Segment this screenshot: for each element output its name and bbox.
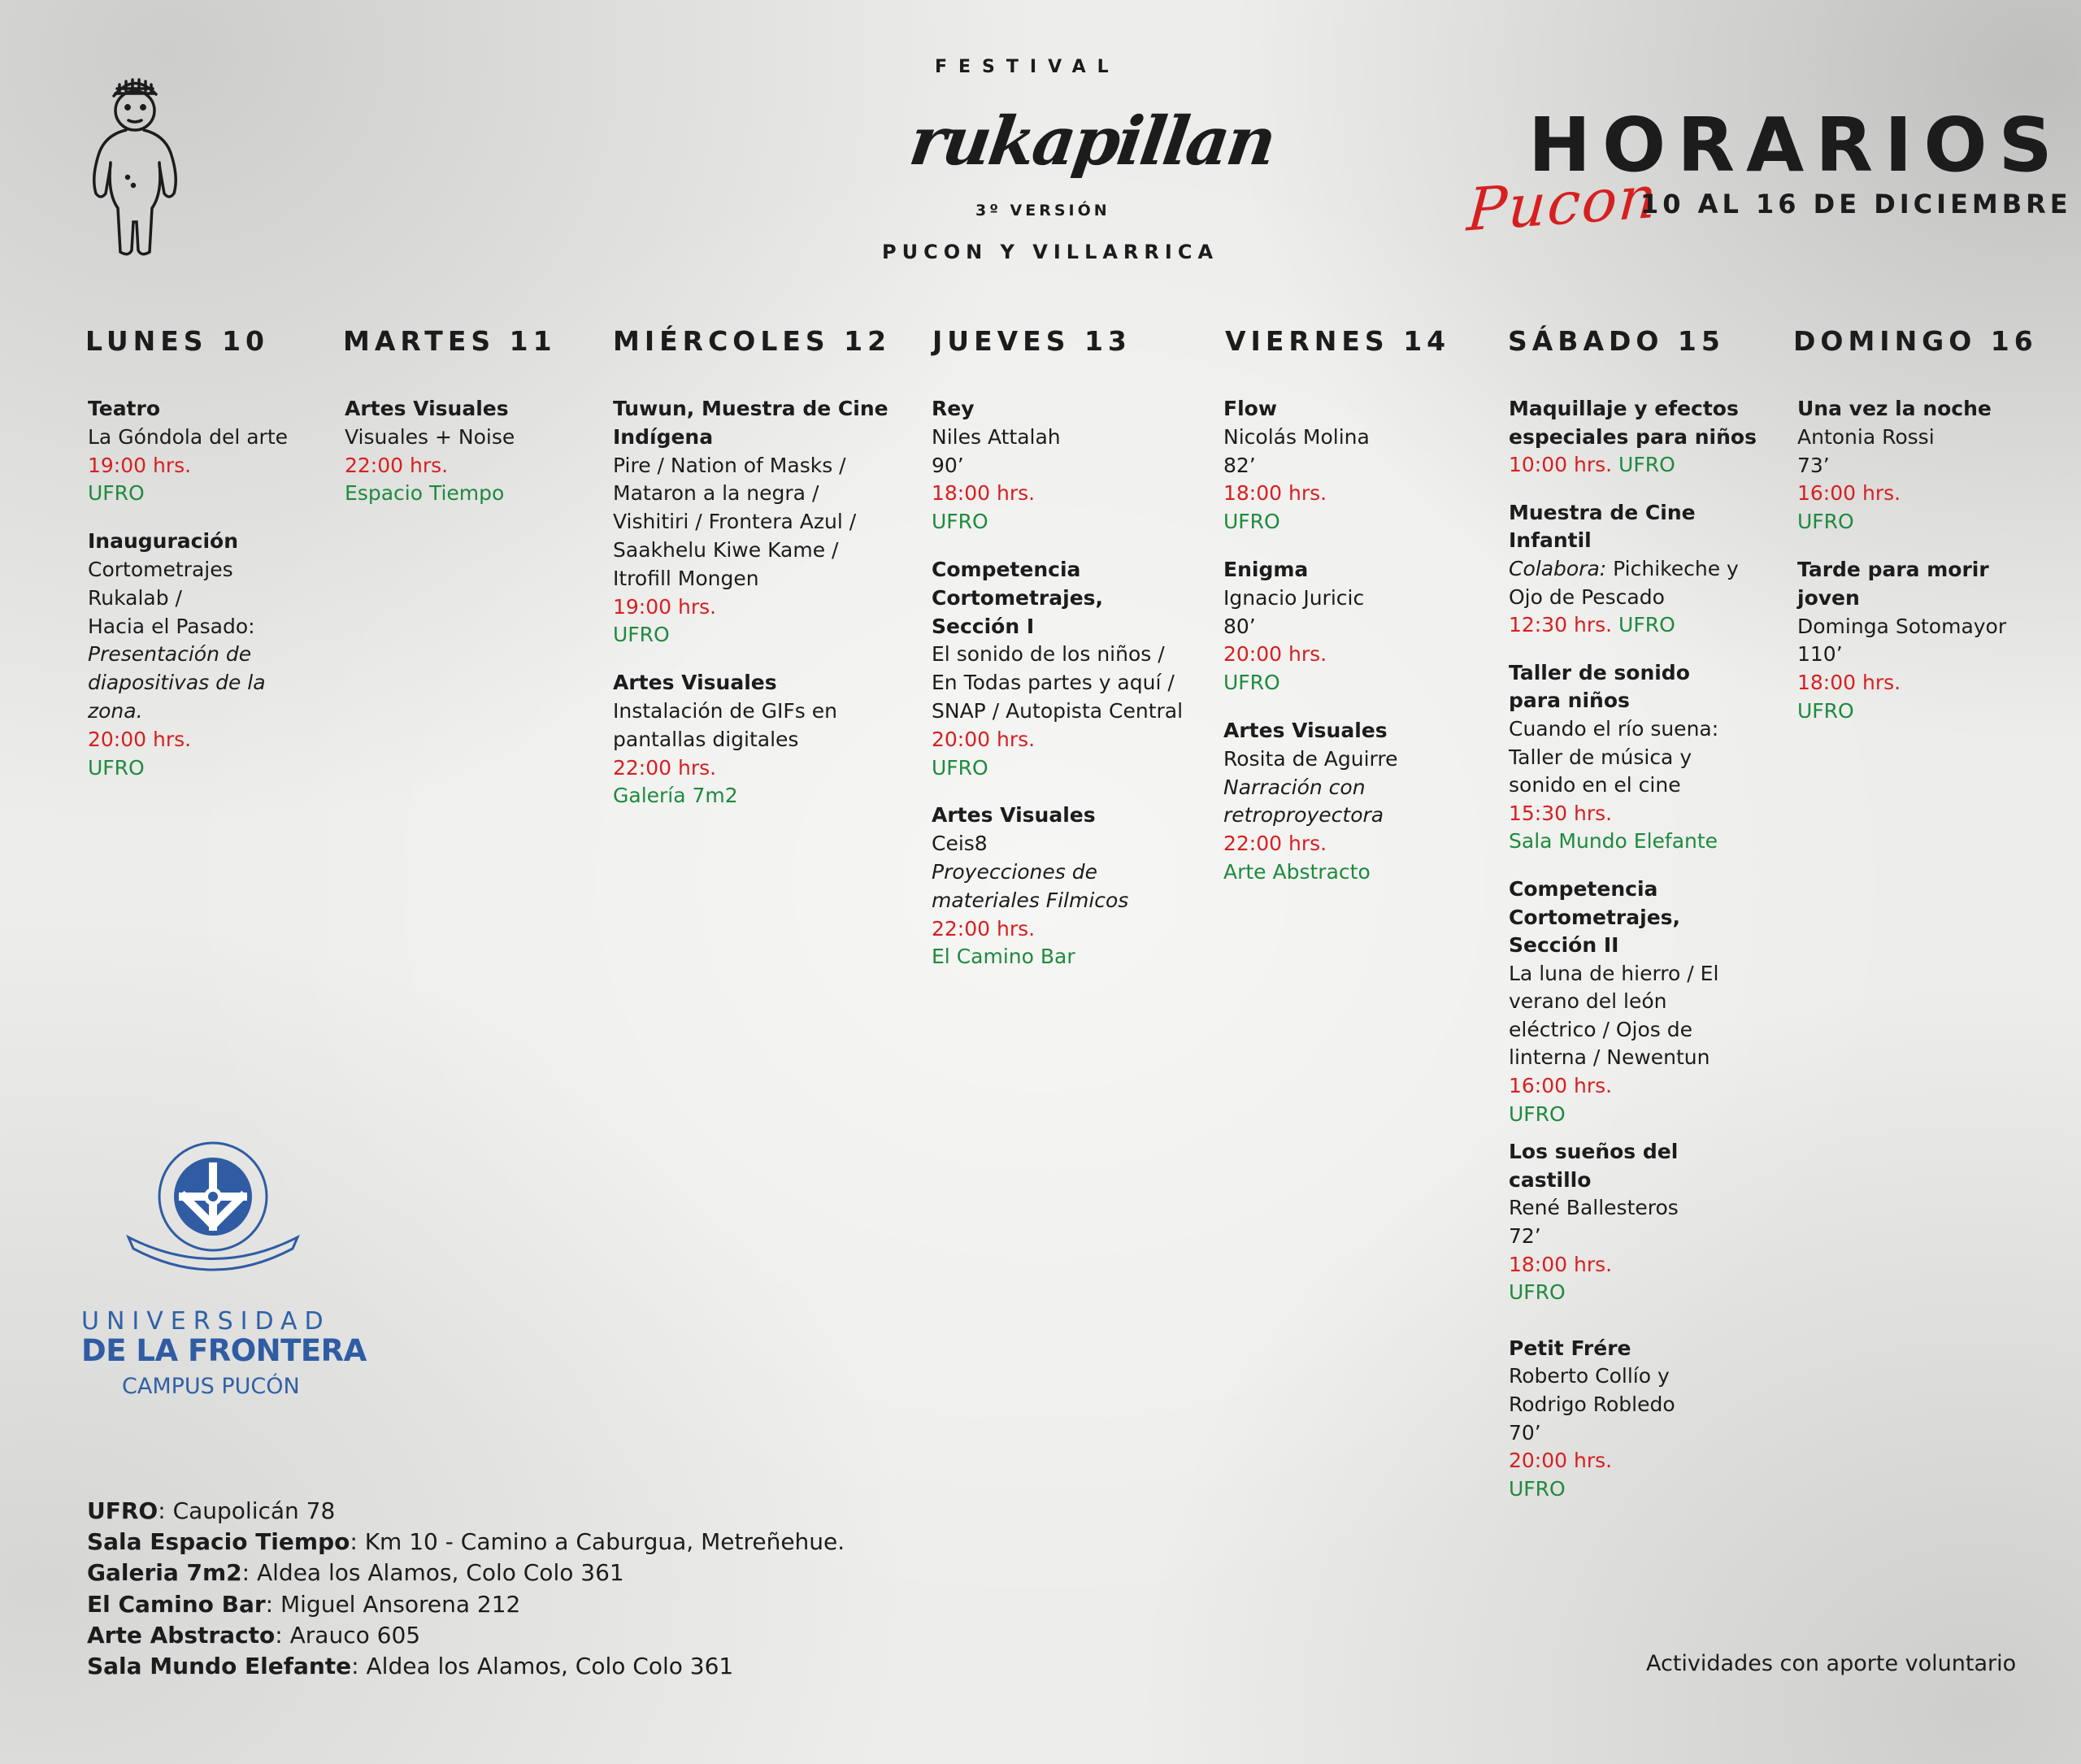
event-venue: UFRO: [88, 481, 145, 506]
event-time: 12:30 hrs.: [1509, 613, 1613, 637]
event-detail: Roberto Collío y: [1509, 1364, 1670, 1388]
event-title: Competencia Cortometrajes, Sección II: [1509, 876, 1681, 958]
event-detail: Niles Attalah: [932, 424, 1061, 449]
event-detail: pantallas digitales: [613, 727, 799, 751]
event-item: [1223, 717, 1484, 887]
event-detail: 82’: [1223, 453, 1256, 477]
university-campus: CAMPUS PUCÓN: [122, 1374, 300, 1399]
event-detail: Cuando el río suena:: [1509, 716, 1719, 741]
day-header-jueves: JUEVES 13: [932, 325, 1132, 357]
event-detail: zona.: [88, 698, 143, 723]
event-time: 20:00 hrs.: [1509, 1449, 1613, 1473]
event-detail: 80’: [1223, 614, 1256, 638]
event-title: Artes Visuales: [932, 803, 1096, 828]
venue-item: [87, 1558, 845, 1588]
event-time: 22:00 hrs.: [1223, 832, 1327, 856]
event-title: Tuwun, Muestra de Cine Indígena: [613, 397, 888, 449]
venue-name: Galeria 7m2: [87, 1559, 242, 1587]
venue-item: [87, 1651, 845, 1682]
event-detail: diapositivas de la: [88, 671, 266, 695]
event-time: 22:00 hrs.: [932, 916, 1036, 941]
event-time: 18:00 hrs.: [1223, 481, 1327, 506]
event-time: 10:00 hrs.: [1509, 453, 1613, 477]
event-detail: Vishitiri / Frontera Azul /: [613, 510, 857, 534]
schedule-column-martes: [345, 395, 597, 528]
day-header-viernes: VIERNES 14: [1225, 325, 1451, 357]
event-title: Una vez la noche: [1797, 397, 1992, 420]
event-venue: UFRO: [932, 755, 988, 780]
event-detail: Taller de música y: [1509, 745, 1692, 769]
event-detail: Mataron a la negra /: [613, 481, 819, 506]
event-detail: En Todas partes y aquí /: [932, 671, 1175, 695]
event-title: Artes Visuales: [1223, 718, 1388, 742]
venue-address: : Km 10 - Camino a Caburgua, Metreñehue.: [350, 1528, 845, 1556]
event-venue: Galería 7m2: [613, 784, 738, 808]
venue-name: UFRO: [87, 1497, 159, 1524]
event-venue: UFRO: [932, 510, 988, 534]
event-detail: Nicolás Molina: [1223, 424, 1370, 449]
event-venue: Sala Mundo Elefante: [1509, 829, 1718, 854]
event-time: 18:00 hrs.: [1509, 1252, 1613, 1276]
footer-note: Actividades con aporte voluntario: [1646, 1651, 2017, 1676]
event-title: Taller de sonido para niños: [1509, 660, 1690, 713]
event-time: 16:00 hrs.: [1797, 481, 1901, 506]
event-title: Artes Visuales: [345, 397, 509, 420]
event-title: Maquillaje y efectos especiales para niños: [1509, 397, 1757, 449]
event-item: [1223, 556, 1484, 697]
venue-address: : Arauco 605: [275, 1621, 421, 1649]
event-item: [1509, 1335, 1785, 1504]
event-item: [1797, 556, 2041, 726]
event-item: [1223, 395, 1484, 537]
venue-name: El Camino Bar: [87, 1590, 266, 1618]
event-detail: La Góndola del arte: [88, 424, 289, 449]
event-detail: 73’: [1797, 453, 1830, 477]
venue-name: Arte Abstracto: [87, 1621, 276, 1649]
venue-address: : Aldea los Alamos, Colo Colo 361: [351, 1653, 734, 1680]
event-time: 20:00 hrs.: [1223, 642, 1327, 667]
event-item: [1509, 499, 1785, 640]
schedule-column-miercoles: [613, 395, 914, 830]
event-detail: Cortometrajes: [88, 557, 233, 581]
event-detail: Visuales + Noise: [345, 424, 515, 449]
event-item: [1509, 659, 1785, 856]
event-time: 20:00 hrs.: [88, 727, 192, 751]
event-detail: eléctrico / Ojos de: [1509, 1017, 1692, 1041]
event-item: [613, 669, 914, 810]
event-detail: Rosita de Aguirre: [1223, 746, 1398, 771]
day-header-miercoles: MIÉRCOLES 12: [613, 325, 892, 357]
event-title: Tarde para morir joven: [1797, 557, 1989, 610]
event-title: Inauguración: [88, 529, 239, 554]
event-detail: Rukalab /: [88, 585, 182, 610]
event-detail: Dominga Sotomayor: [1797, 614, 2007, 638]
university-seal-icon: [120, 1138, 306, 1276]
event-time: 19:00 hrs.: [88, 453, 192, 477]
event-venue: UFRO: [1618, 613, 1675, 637]
event-detail: Itrofill Mongen: [613, 566, 759, 590]
event-detail: 110’: [1797, 642, 1843, 667]
event-detail: Colabora:: [1509, 556, 1607, 580]
page-title: HORARIOS: [1528, 102, 2064, 189]
university-name-line1: UNIVERSIDAD: [81, 1307, 331, 1336]
event-detail: sonido en el cine: [1509, 773, 1681, 797]
event-venue: El Camino Bar: [932, 945, 1075, 969]
venue-address: : Caupolicán 78: [158, 1497, 336, 1524]
event-title: Petit Frére: [1509, 1336, 1631, 1360]
event-venue: Arte Abstracto: [1223, 859, 1371, 884]
university-name-line2: DE LA FRONTERA: [81, 1333, 367, 1368]
event-venue: UFRO: [1618, 453, 1675, 477]
event-detail: Presentación de: [88, 642, 252, 667]
venue-name: Sala Espacio Tiempo: [87, 1528, 350, 1556]
venue-item: [87, 1620, 845, 1651]
event-detail: Antonia Rossi: [1797, 424, 1935, 449]
event-item: [613, 395, 914, 650]
event-time: 16:00 hrs.: [1509, 1074, 1613, 1098]
venue-item: [87, 1527, 845, 1558]
event-venue: UFRO: [1223, 510, 1280, 534]
event-detail: 70’: [1509, 1420, 1541, 1445]
figure-illustration-icon: [81, 72, 187, 259]
brand-logo: rukapillan: [905, 102, 1279, 180]
venue-item: [87, 1496, 845, 1527]
event-item: [88, 395, 332, 508]
event-detail: Pire / Nation of Masks /: [613, 453, 846, 477]
venue-address: : Miguel Ansorena 212: [265, 1590, 521, 1618]
event-item: [1509, 1138, 1785, 1307]
event-detail: 72’: [1509, 1224, 1541, 1249]
event-venue: UFRO: [1797, 698, 1854, 723]
cities-label: PUCON Y VILLARRICA: [882, 241, 1219, 263]
event-title: Muestra de Cine Infantil: [1509, 500, 1696, 553]
venue-address: : Aldea los Alamos, Colo Colo 361: [241, 1559, 624, 1587]
schedule-column-sabado: [1509, 395, 1785, 1523]
event-venue: UFRO: [1223, 671, 1280, 695]
schedule-column-jueves: [932, 395, 1208, 991]
venue-list: [87, 1496, 845, 1682]
event-title: Rey: [932, 397, 975, 420]
event-detail: 90’: [932, 453, 964, 477]
event-detail: Pichikeche y: [1613, 556, 1739, 580]
date-range: 10 AL 16 DE DICIEMBRE: [1640, 189, 2072, 219]
event-title: Flow: [1223, 397, 1277, 420]
event-venue: UFRO: [1509, 1280, 1566, 1305]
schedule-column-domingo: [1797, 395, 2041, 745]
day-header-domingo: DOMINGO 16: [1793, 325, 2038, 357]
event-detail: Proyecciones de: [932, 859, 1098, 884]
event-detail: La luna de hierro / El: [1509, 961, 1719, 985]
event-title: Competencia Cortometrajes, Sección I: [932, 557, 1104, 638]
event-title: Enigma: [1223, 557, 1309, 581]
event-detail: El sonido de los niños /: [932, 642, 1165, 667]
event-detail: SNAP / Autopista Central: [932, 698, 1184, 723]
schedule-column-lunes: [88, 395, 332, 802]
event-detail: Ceis8: [932, 832, 988, 856]
event-time: 22:00 hrs.: [345, 453, 449, 477]
event-detail: Ignacio Juricic: [1223, 585, 1365, 610]
event-item: [932, 395, 1208, 537]
day-header-martes: MARTES 11: [343, 325, 557, 357]
event-venue: UFRO: [88, 755, 145, 780]
day-header-lunes: LUNES 10: [85, 325, 269, 357]
event-detail: linterna / Newentun: [1509, 1045, 1710, 1070]
festival-label: FESTIVAL: [935, 57, 1120, 77]
event-title: Artes Visuales: [613, 671, 777, 695]
event-detail: Saakhelu Kiwe Kame /: [613, 537, 839, 562]
schedule-column-viernes: [1223, 395, 1484, 906]
event-venue: UFRO: [1509, 1101, 1566, 1126]
event-item: [1509, 395, 1785, 480]
event-item: [932, 802, 1208, 971]
event-venue: Espacio Tiempo: [345, 481, 505, 506]
event-detail: Rodrigo Robledo: [1509, 1393, 1675, 1416]
event-detail: retroproyectora: [1223, 803, 1384, 828]
venue-item: [87, 1589, 845, 1620]
event-venue: UFRO: [613, 623, 670, 647]
event-detail: Narración con: [1223, 775, 1366, 799]
event-title: Teatro: [88, 397, 161, 420]
location-script: Pucon: [1465, 162, 1661, 245]
event-title: Los sueños del castillo: [1509, 1140, 1679, 1192]
event-venue: UFRO: [1797, 510, 1854, 534]
event-item: [932, 556, 1208, 782]
venue-name: Sala Mundo Elefante: [87, 1653, 352, 1680]
event-detail: verano del león: [1509, 989, 1667, 1014]
event-time: 19:00 hrs.: [613, 594, 717, 619]
event-item: [1797, 395, 2041, 537]
event-detail: Ojo de Pescado: [1509, 584, 1665, 609]
event-detail: Hacia el Pasado:: [88, 614, 255, 638]
day-header-sabado: SÁBADO 15: [1508, 325, 1725, 357]
event-time: 20:00 hrs.: [932, 727, 1036, 751]
edition-label: 3º VERSIÓN: [975, 202, 1110, 219]
event-time: 22:00 hrs.: [613, 755, 717, 780]
event-time: 18:00 hrs.: [932, 481, 1036, 506]
event-detail: Instalación de GIFs en: [613, 698, 837, 723]
event-time: 18:00 hrs.: [1797, 671, 1901, 695]
event-item: [88, 528, 332, 782]
event-item: [345, 395, 597, 508]
event-item: [1509, 875, 1785, 1128]
event-venue: UFRO: [1509, 1476, 1566, 1501]
event-detail: René Ballesteros: [1509, 1196, 1679, 1220]
event-detail: materiales Filmicos: [932, 888, 1129, 912]
event-time: 15:30 hrs.: [1509, 801, 1613, 825]
